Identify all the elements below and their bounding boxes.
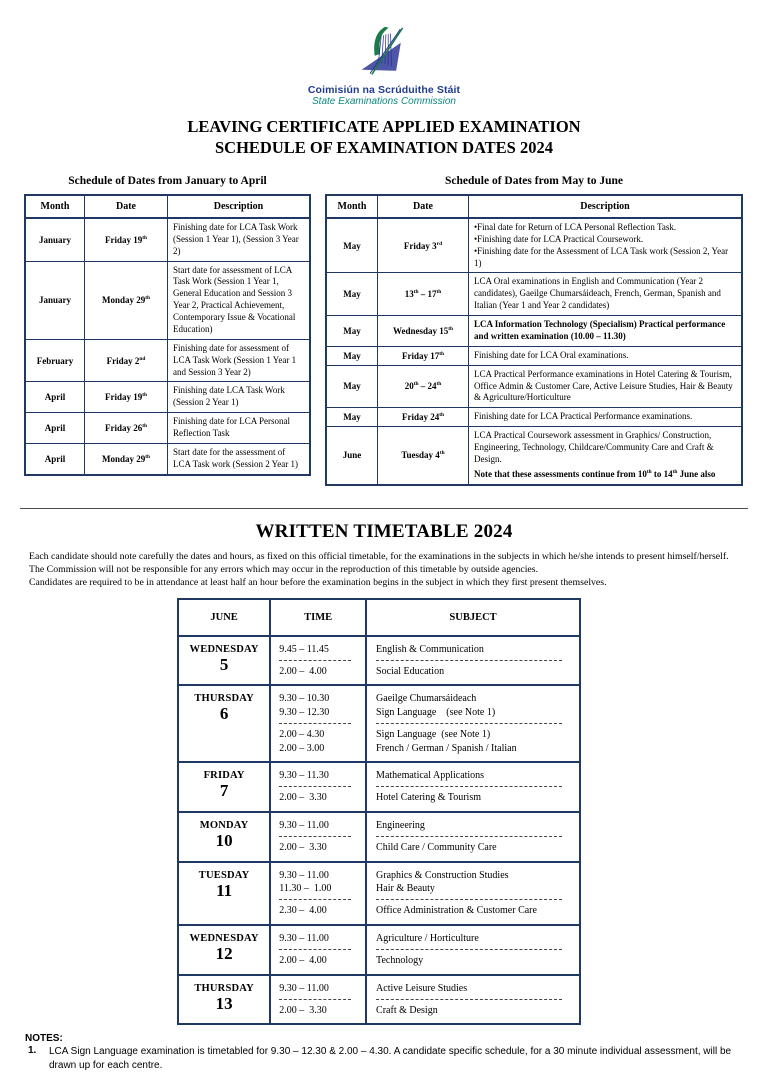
description-cell bbox=[469, 218, 743, 273]
time-line: 9.45 – 11.45 bbox=[279, 643, 329, 655]
day-cell bbox=[178, 812, 270, 862]
timetable-row bbox=[178, 812, 580, 862]
subject-line: Agriculture / Horticulture bbox=[376, 932, 479, 944]
month-cell: January bbox=[25, 261, 85, 339]
written-timetable-title: WRITTEN TIMETABLE 2024 bbox=[255, 520, 513, 542]
time-line: 11.30 – 1.00 bbox=[279, 882, 332, 894]
timetable-header-row bbox=[178, 599, 580, 636]
harp-logo-icon bbox=[356, 24, 412, 82]
time-line: 2.00 – 3.30 bbox=[279, 792, 327, 804]
description-cell bbox=[168, 261, 311, 339]
schedule-row bbox=[326, 346, 742, 365]
date-cell: 20th – 24th bbox=[378, 365, 469, 408]
schedule-jan-apr-title: Schedule of Dates from January to April bbox=[68, 174, 267, 187]
time-line: 9.30 – 12.30 bbox=[279, 706, 330, 718]
description-bold-note: Note that these assessments continue from 10th to 14th June also bbox=[474, 468, 716, 479]
note-item bbox=[25, 1045, 743, 1072]
day-number: 11 bbox=[216, 880, 233, 900]
date-cell: Tuesday 4th bbox=[378, 427, 469, 485]
time-line: 2.00 – 3.30 bbox=[279, 1004, 327, 1016]
time-cell bbox=[270, 685, 366, 762]
time-cell bbox=[270, 762, 366, 812]
description-cell bbox=[469, 346, 743, 365]
time-line: 9.30 – 11.00 bbox=[279, 819, 329, 831]
schedule-row bbox=[25, 382, 310, 413]
time-line: 9.30 – 11.00 bbox=[279, 869, 329, 881]
document-title bbox=[0, 116, 768, 159]
subject-line: Hair & Beauty bbox=[376, 882, 435, 894]
subject-line: Graphics & Construction Studies bbox=[376, 869, 509, 881]
day-cell bbox=[178, 975, 270, 1025]
column-header-subject: SUBJECT bbox=[366, 599, 580, 636]
month-cell: June bbox=[326, 427, 378, 485]
description-line: LCA Practical Coursework assessment in Graphics/ Construction, Engineering, Technology, Childcare/Community Care and Craft & Design. bbox=[474, 430, 716, 464]
session-separator bbox=[376, 999, 562, 1000]
session-separator bbox=[376, 660, 562, 661]
month-cell: February bbox=[25, 339, 85, 382]
date-cell: Monday 29th bbox=[85, 261, 168, 339]
description-cell bbox=[168, 218, 311, 261]
schedule-row bbox=[326, 316, 742, 347]
month-cell: April bbox=[25, 382, 85, 413]
subject-line: Sign Language (see Note 1) bbox=[376, 729, 491, 741]
description-line: Finishing date for LCA Task Work (Session 1 Year 1), (Session 3 Year 2) bbox=[173, 221, 302, 256]
date-cell: Friday 19th bbox=[85, 382, 168, 413]
month-cell: May bbox=[326, 408, 378, 427]
description-line: Finishing date for assessment of LCA Task Work (Session 1 Year 1 and Session 3 Year 2) bbox=[173, 342, 299, 377]
subject-cell bbox=[366, 862, 580, 925]
session-separator bbox=[279, 899, 351, 900]
day-number: 13 bbox=[215, 993, 233, 1013]
column-header-date: Date bbox=[85, 195, 168, 218]
subject-cell bbox=[366, 636, 580, 686]
session-separator bbox=[376, 949, 562, 950]
timetable-row bbox=[178, 685, 580, 762]
description-cell bbox=[469, 365, 743, 408]
month-cell: May bbox=[326, 273, 378, 316]
time-line: 9.30 – 11.00 bbox=[279, 932, 329, 944]
description-line: Start date for assessment of LCA Task Work (Session 1 Year 1, General Education and Session 3 Year 2, Practical Achievement, Contemporary Issue & Vocational Education) bbox=[173, 264, 298, 334]
time-cell bbox=[270, 636, 366, 686]
description-line: •Finishing date for the Assessment of LCA Task work (Session 2, Year 1) bbox=[474, 245, 731, 268]
written-timetable-table bbox=[177, 598, 581, 1026]
sec-logo-header bbox=[0, 0, 768, 107]
schedule-jan-apr-table bbox=[24, 194, 311, 476]
commission-name-english: State Examinations Commission bbox=[312, 96, 456, 107]
column-header-description: Description bbox=[469, 195, 743, 218]
description-cell bbox=[469, 408, 743, 427]
subject-line: Child Care / Community Care bbox=[376, 842, 497, 854]
notes-section bbox=[25, 1033, 743, 1072]
month-cell: April bbox=[25, 413, 85, 444]
description-line: Start date for the assessment of LCA Task work (Session 2 Year 1) bbox=[173, 446, 298, 469]
day-name: WEDNESDAY bbox=[189, 932, 259, 944]
description-cell bbox=[168, 339, 311, 382]
subject-cell bbox=[366, 812, 580, 862]
date-cell: Wednesday 15th bbox=[378, 316, 469, 347]
day-name: FRIDAY bbox=[203, 770, 245, 782]
description-line: •Final date for Return of LCA Personal Reflection Task. bbox=[474, 221, 677, 232]
description-line: LCA Practical Performance examinations in Hotel Catering & Tourism, Office Admin & Customer Care, Active Leisure Studies, Hair & Beauty & Agriculture/Horticulture bbox=[474, 368, 736, 403]
time-line: 9.30 – 11.30 bbox=[279, 770, 329, 782]
timetable-row bbox=[178, 975, 580, 1025]
column-header-june: JUNE bbox=[178, 599, 270, 636]
subject-cell bbox=[366, 925, 580, 975]
day-name: THURSDAY bbox=[194, 693, 254, 705]
session-separator bbox=[279, 949, 351, 950]
session-separator bbox=[376, 899, 562, 900]
date-cell: Friday 17th bbox=[378, 346, 469, 365]
intro-paragraph-2: Candidates are required to be in attendance at least half an hour before the examination begins in the subject in which they first present themselves. bbox=[29, 576, 607, 588]
schedule-row bbox=[25, 339, 310, 382]
session-separator bbox=[279, 660, 351, 661]
day-number: 10 bbox=[215, 830, 233, 850]
month-cell: May bbox=[326, 316, 378, 347]
time-cell bbox=[270, 975, 366, 1025]
timetable-row bbox=[178, 762, 580, 812]
schedule-may-jun-title: Schedule of Dates from May to June bbox=[444, 174, 624, 187]
date-cell: Friday 26th bbox=[85, 413, 168, 444]
document-title-line1: LEAVING CERTIFICATE APPLIED EXAMINATION bbox=[187, 117, 581, 136]
month-cell: May bbox=[326, 365, 378, 408]
day-name: THURSDAY bbox=[194, 982, 254, 994]
schedule-row bbox=[25, 443, 310, 474]
subject-cell bbox=[366, 762, 580, 812]
column-header-time: TIME bbox=[270, 599, 366, 636]
day-name: TUESDAY bbox=[198, 869, 250, 881]
subject-line: Mathematical Applications bbox=[376, 770, 485, 782]
month-cell: April bbox=[25, 443, 85, 474]
day-number: 5 bbox=[219, 654, 229, 674]
day-number: 7 bbox=[219, 781, 229, 801]
schedule-row bbox=[25, 218, 310, 261]
date-cell: Friday 24th bbox=[378, 408, 469, 427]
document-title-line2: SCHEDULE OF EXAMINATION DATES 2024 bbox=[215, 138, 553, 158]
subject-line: Office Administration & Customer Care bbox=[376, 905, 537, 917]
table-header-row bbox=[25, 195, 310, 218]
schedule-may-jun-section bbox=[325, 175, 743, 486]
time-line: 9.30 – 11.00 bbox=[279, 982, 329, 994]
date-cell: Monday 29th bbox=[85, 443, 168, 474]
subject-line: Hotel Catering & Tourism bbox=[376, 792, 481, 804]
date-cell: Friday 3rd bbox=[378, 218, 469, 273]
schedule-tables-row bbox=[24, 175, 743, 486]
session-separator bbox=[279, 723, 351, 724]
day-number: 12 bbox=[215, 943, 233, 963]
schedule-row bbox=[25, 413, 310, 444]
timetable-row bbox=[178, 862, 580, 925]
schedule-row bbox=[326, 218, 742, 273]
description-line: Finishing date LCA Task Work (Session 2 Year 1) bbox=[173, 385, 288, 408]
subject-line: Gaeilge Chumarsáideach bbox=[376, 693, 477, 705]
schedule-row bbox=[326, 365, 742, 408]
written-timetable-intro bbox=[29, 550, 739, 589]
month-cell: January bbox=[25, 218, 85, 261]
subject-line: Active Leisure Studies bbox=[376, 982, 468, 994]
timetable-row bbox=[178, 636, 580, 686]
schedule-may-jun-table bbox=[325, 194, 743, 486]
description-line: Finishing date for LCA Practical Performance examinations. bbox=[474, 411, 693, 422]
time-line: 2.00 – 4.00 bbox=[279, 955, 327, 967]
day-cell bbox=[178, 685, 270, 762]
time-line: 2.00 – 3.00 bbox=[279, 742, 325, 754]
description-cell bbox=[168, 443, 311, 474]
description-cell bbox=[469, 316, 743, 347]
subject-line: Engineering bbox=[376, 819, 425, 831]
session-separator bbox=[279, 786, 351, 787]
description-cell bbox=[469, 273, 743, 316]
day-number: 6 bbox=[219, 704, 229, 724]
column-header-date: Date bbox=[378, 195, 469, 218]
schedule-row bbox=[326, 427, 742, 485]
description-cell bbox=[469, 427, 743, 485]
month-cell: May bbox=[326, 218, 378, 273]
column-header-month: Month bbox=[326, 195, 378, 218]
intro-paragraph-1: Each candidate should note carefully the dates and hours, as fixed on this official timetable, for the examinations in the subjects in which he/she intends to present himself/herself. The Commission will not be responsible for any errors which may occur in the reproduction of this timetable by outside agencies. bbox=[29, 550, 729, 575]
time-cell bbox=[270, 812, 366, 862]
note-text: LCA Sign Language examination is timetabled for 9.30 – 12.30 & 2.00 – 4.30. A candidate specific schedule, for a 30 minute individual assessment, will be drawn up for each centre. bbox=[49, 1046, 732, 1071]
subject-line: French / German / Spanish / Italian bbox=[376, 742, 517, 754]
subject-line: Technology bbox=[376, 955, 424, 967]
time-line: 2.30 – 4.00 bbox=[279, 905, 327, 917]
time-line: 9.30 – 10.30 bbox=[279, 693, 330, 705]
description-line: Finishing date for LCA Oral examinations. bbox=[474, 349, 629, 360]
subject-line: Social Education bbox=[376, 666, 445, 678]
section-divider-line bbox=[20, 508, 748, 509]
day-cell bbox=[178, 762, 270, 812]
note-number: 1. bbox=[28, 1045, 37, 1057]
time-line: 2.00 – 4.00 bbox=[279, 666, 327, 678]
time-line: 2.00 – 4.30 bbox=[279, 729, 325, 741]
day-name: MONDAY bbox=[199, 819, 249, 831]
date-cell: 13th – 17th bbox=[378, 273, 469, 316]
time-cell bbox=[270, 925, 366, 975]
timetable-section bbox=[177, 598, 581, 1026]
table-header-row bbox=[326, 195, 742, 218]
date-cell: Friday 19th bbox=[85, 218, 168, 261]
schedule-row bbox=[326, 408, 742, 427]
description-cell bbox=[168, 382, 311, 413]
description-line: LCA Information Technology (Specialism) Practical performance and written examination (10.00 – 11.30) bbox=[474, 319, 728, 341]
session-separator bbox=[376, 786, 562, 787]
description-line: Finishing date for LCA Personal Reflection Task bbox=[173, 416, 293, 438]
subject-cell bbox=[366, 685, 580, 762]
commission-name-irish: Coimisiún na Scrúduithe Stáit bbox=[307, 84, 461, 96]
notes-heading: NOTES: bbox=[25, 1033, 63, 1045]
description-line: LCA Oral examinations in English and Communication (Year 2 candidates), Gaeilge Chumarsáideach, French, German, Spanish and Italian (Year 1 and Year 2 candidates) bbox=[474, 276, 724, 311]
timetable-row bbox=[178, 925, 580, 975]
day-name: WEDNESDAY bbox=[189, 643, 259, 655]
schedule-row bbox=[25, 261, 310, 339]
session-separator bbox=[376, 723, 562, 724]
day-cell bbox=[178, 862, 270, 925]
month-cell: May bbox=[326, 346, 378, 365]
date-cell: Friday 2nd bbox=[85, 339, 168, 382]
subject-line: Craft & Design bbox=[376, 1004, 438, 1016]
subject-line: Sign Language (see Note 1) bbox=[376, 706, 496, 718]
subject-line: English & Communication bbox=[376, 643, 484, 655]
session-separator bbox=[376, 836, 562, 837]
session-separator bbox=[279, 836, 351, 837]
time-cell bbox=[270, 862, 366, 925]
time-line: 2.00 – 3.30 bbox=[279, 842, 327, 854]
description-line: •Finishing date for LCA Practical Coursework. bbox=[474, 233, 644, 244]
session-separator bbox=[279, 999, 351, 1000]
day-cell bbox=[178, 925, 270, 975]
day-cell bbox=[178, 636, 270, 686]
column-header-month: Month bbox=[25, 195, 85, 218]
schedule-row bbox=[326, 273, 742, 316]
column-header-description: Description bbox=[168, 195, 311, 218]
schedule-jan-apr-section bbox=[24, 175, 311, 486]
description-cell bbox=[168, 413, 311, 444]
subject-cell bbox=[366, 975, 580, 1025]
